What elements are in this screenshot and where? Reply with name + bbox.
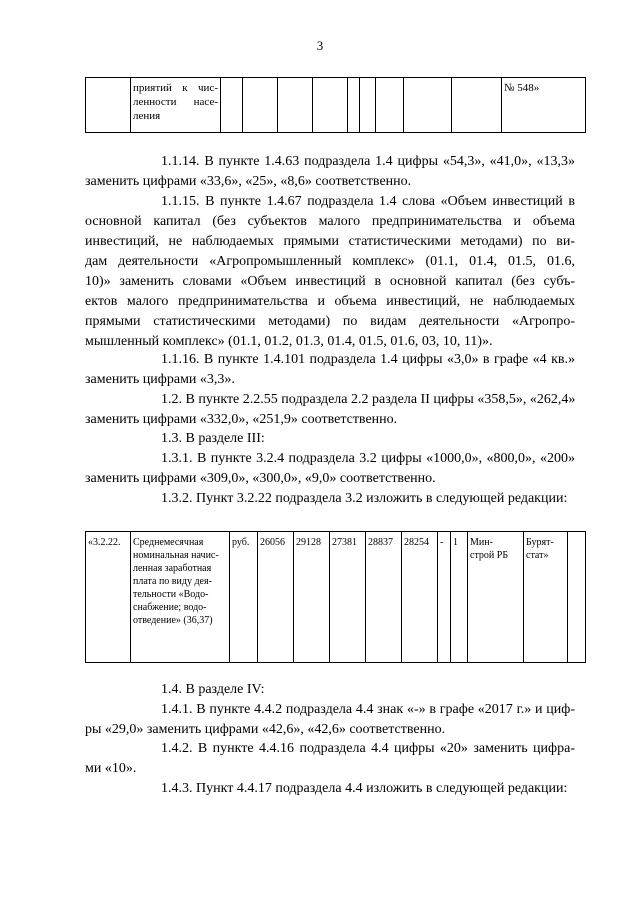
value-cell: 27381	[330, 532, 366, 663]
amendment-paragraph	[85, 700, 575, 740]
paragraph-line: 1.3. В разделе III:	[161, 431, 265, 447]
paragraph-line: 1.1.14. В пункте 1.4.63 подраздела 1.4 цифры «54,3», «41,0», «13,3»	[161, 154, 575, 169]
description-line: ленности насе-	[133, 96, 218, 108]
table-row	[86, 78, 586, 133]
table-cell	[452, 78, 502, 133]
unit-cell: руб.	[230, 532, 258, 663]
number-cell: 1	[451, 532, 468, 663]
description-line: ленная заработная	[133, 563, 212, 574]
amendment-paragraph	[85, 739, 575, 779]
table-cell	[313, 78, 348, 133]
paragraph-line: заменить цифрами «309,0», «300,0», «9,0» соответственно.	[85, 471, 436, 486]
source-line: стат»	[526, 550, 549, 561]
paragraph-line: мышленный комплекс» (01.1, 01.2, 01.3, 01.4, 01.5, 01.6, 03, 10, 11)».	[85, 333, 493, 349]
indicator-table	[85, 531, 586, 663]
value-cell: 29128	[294, 532, 330, 663]
paragraph-line: 1.1.16. В пункте 1.4.101 подраздела 1.4 цифры «3,0» в графе «4 кв.»	[161, 352, 575, 367]
table-cell	[278, 78, 313, 133]
paragraph-line: 1.4.1. В пункте 4.4.2 подраздела 4.4 знак «-» в графе «2017 г.» и циф-	[161, 701, 575, 717]
dash-cell: -	[438, 532, 451, 663]
paragraph-line: 1.4.2. В пункте 4.4.16 подраздела 4.4 цифры «20» заменить цифра-	[161, 741, 575, 757]
value-cell: 28254	[402, 532, 438, 663]
paragraph-line: ми «10».	[85, 761, 137, 777]
paragraph-line: ектов малого предпринимательства и объема инвестиций, не наблюдаемых	[85, 293, 575, 309]
paragraph-line: 10)» заменить словами «Объем инвестиций в основной капитал (без субъ-	[85, 273, 575, 289]
table-cell	[360, 78, 376, 133]
paragraph-line: прямыми статистическими методами) по видам деятельности «Агропро-	[85, 313, 575, 329]
indicator-description-cell	[131, 532, 230, 663]
description-line: тельности «Водо-	[133, 589, 209, 600]
amendment-paragraph	[85, 429, 575, 449]
description-line: плата по виду дея-	[133, 576, 212, 587]
table-cell	[243, 78, 278, 133]
paragraph-line: инвестиций, не наблюдаемых прямыми статистическими методами) по ви-	[85, 233, 575, 249]
table-cell	[404, 78, 452, 133]
organization-line: Мин-	[470, 537, 493, 548]
organization-line: строй РБ	[470, 550, 509, 561]
amendment-paragraph	[85, 449, 575, 489]
description-line: Среднемесячная	[133, 537, 204, 548]
value-cell: 28837	[366, 532, 402, 663]
paragraph-line: основной капитал (без субъектов малого предпринимательства и объема	[85, 213, 575, 229]
organization-cell	[468, 532, 524, 663]
value-cell: 26056	[258, 532, 294, 663]
description-line: номинальная начис-	[133, 550, 219, 561]
description-line: ления	[133, 110, 161, 122]
table-cell	[221, 78, 243, 133]
amendment-paragraph	[85, 779, 575, 799]
source-line: Бурят-	[526, 537, 554, 548]
table-cell	[376, 78, 404, 133]
item-code-cell: «3.2.22.	[86, 532, 131, 663]
amendment-paragraph	[85, 680, 575, 700]
source-cell	[524, 532, 568, 663]
table-cell	[348, 78, 360, 133]
amendment-paragraph	[85, 390, 575, 430]
paragraph-line: 1.3.2. Пункт 3.2.22 подраздела 3.2 изложить в следующей редакции:	[161, 490, 568, 506]
description-line: приятий к чис-	[133, 82, 218, 94]
table-cell	[568, 532, 586, 663]
paragraph-line: 1.4. В разделе IV:	[161, 682, 265, 697]
paragraph-line: заменить цифрами «3,3».	[85, 372, 235, 387]
paragraph-line: заменить цифрами «332,0», «251,9» соответственно.	[85, 411, 398, 427]
source-cell: № 548»	[502, 78, 586, 133]
table-row	[86, 532, 586, 663]
paragraph-line: дам деятельности «Агропромышленный комплекс» (01.1, 01.4, 01.5, 01.6,	[85, 253, 575, 269]
paragraph-line: 1.2. В пункте 2.2.55 подраздела 2.2 раздела II цифры «358,5», «262,4»	[161, 391, 576, 407]
paragraph-line: 1.3.1. В пункте 3.2.4 подраздела 3.2 цифры «1000,0», «800,0», «200»	[161, 451, 575, 466]
amendment-paragraph	[85, 350, 575, 390]
page-number: 3	[316, 38, 324, 53]
paragraph-line: заменить цифрами «33,6», «25», «8,6» соответственно.	[85, 174, 412, 189]
paragraph-line: ры «29,0» заменить цифрами «42,6», «42,6» соответственно.	[85, 721, 446, 737]
paragraph-line: 1.1.15. В пункте 1.4.67 подраздела 1.4 слова «Объем инвестиций в	[161, 193, 575, 209]
indicator-description-cell	[131, 78, 221, 133]
amendment-paragraph	[85, 152, 575, 192]
amendment-paragraph	[85, 489, 575, 509]
description-line: отведение» (36,37)	[133, 615, 213, 626]
table-cell	[86, 78, 131, 133]
continued-table	[85, 77, 586, 133]
paragraph-line: 1.4.3. Пункт 4.4.17 подраздела 4.4 изложить в следующей редакции:	[161, 781, 568, 796]
description-line: снабжение; водо-	[133, 602, 207, 613]
amendment-paragraph	[85, 192, 575, 352]
